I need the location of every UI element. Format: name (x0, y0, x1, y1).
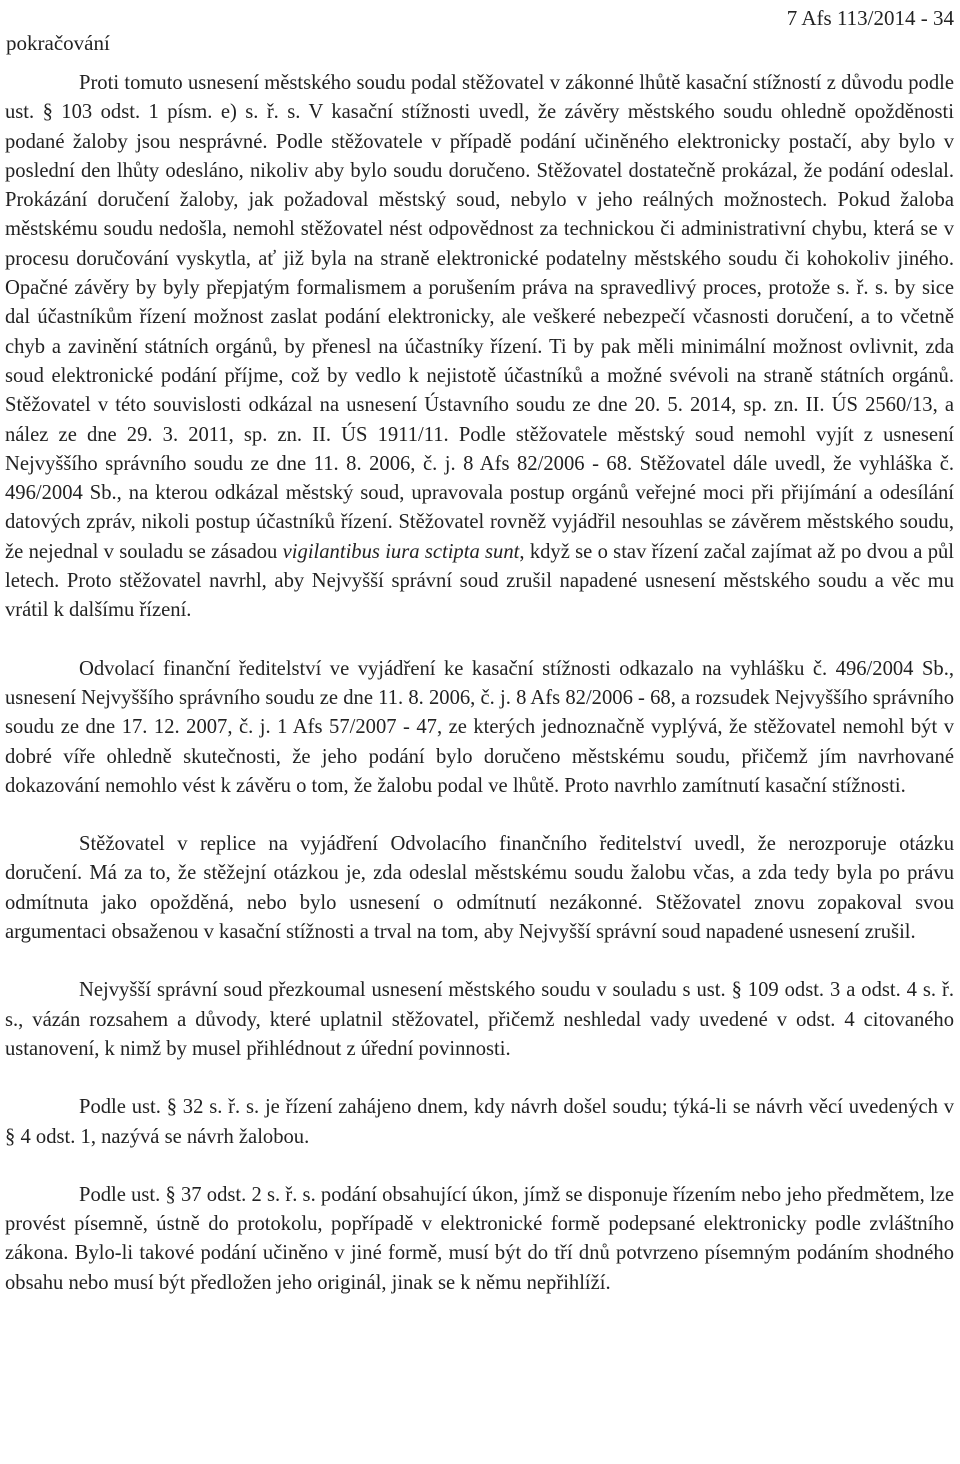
paragraph-section-37: Podle ust. § 37 odst. 2 s. ř. s. podání obsahující úkon, jímž se disponuje řízením nebo jeho předmětem, lze provést písemně, ústně do protokolu, popřípadě v elektronické formě podepsané elektronicky podle zvláštního zákona. Bylo-li takové podání učiněno v jiné formě, musí být do tří dnů potvrzeno písemným podáním shodného obsahu nebo musí být předložen jeho originál, jinak se k němu nepřihlíží. (5, 1183, 954, 1294)
document-body (5, 69, 954, 1327)
paragraph-cassation-complaint (5, 69, 954, 626)
paragraph-respondent-statement: Odvolací finanční ředitelství ve vyjádření ke kasační stížnosti odkazalo na vyhlášku č. 496/2004 Sb., usnesení Nejvyššího správního soudu ze dne 11. 8. 2006, č. j. 8 Afs 82/2006 - 68, a rozsudek Nejvyššího správního soudu ze dne 17. 12. 2007, č. j. 1 Afs 57/2007 - 47, ze kterých jednoznačně vyplývá, že stěžovatel nemohl být v dobré víře ohledně skutečnosti, že jeho podání bylo doručeno městskému soudu, přičemž jím navrhované dokazování nemohlo vést k závěru o tom, že žalobu podal ve lhůtě. Proto navrhlo zamítnutí kasační stížnosti. (5, 657, 954, 797)
continuation-label: pokračování (6, 31, 110, 55)
page-header (0, 0, 960, 60)
paragraph-text: Proti tomuto usnesení městského soudu podal stěžovatel v zákonné lhůtě kasační stížností z důvodu podle ust. § 103 odst. 1 písm. e) s. ř. s. V kasační stížnosti uvedl, že závěry městského soudu ohledně opožděnosti podané žaloby jsou nesprávné. Podle stěžovatele v případě podání učiněného elektronicky postačí, aby bylo v poslední den lhůty odesláno, nikoliv aby bylo soudu doručeno. Stěžovatel dostatečně prokázal, že podání odeslal. Prokázání doručení žaloby, jak požadoval městský soud, nebylo v jeho reálných možnostech. Pokud žaloba městskému soudu nedošla, nemohl stěžovatel nést odpovědnost za technickou či administrativní chybu, která se v procesu doručování vyskytla, ať již byla na straně elektronické podatelny městského soudu či kohokoliv jiného. Opačné závěry by byly přepjatým formalismem a porušením práva na spravedlivý proces, protože s. ř. s. by sice dal účastníkům řízení možnost zaslat podání elektronicky, ale veškeré nebezpečí včasnosti doručení, a to včetně chyb a zavinění státních orgánů, by přenesl na účastníky řízení. Ti by pak měli minimální možnost ovlivnit, zda soud elektronické podání příjme, což by vedlo k nejistotě účastníků a možné svévoli na straně státních orgánů. Stěžovatel v této souvislosti odkázal na usnesení Ústavního soudu ze dne 20. 5. 2014, sp. zn. II. ÚS 2560/13, a nález ze dne 29. 3. 2011, sp. zn. II. ÚS 1911/11. Podle stěžovatele městský soud nemohl vyjít z usnesení Nejvyššího správního soudu ze dne 11. 8. 2006, č. j. 8 Afs 82/2006 - 68. Stěžovatel dále uvedl, že vyhláška č. 496/2004 Sb., na kterou odkázal městský soud, upravovala postup orgánů veřejné moci při přijímání a odesílání datových zpráv, nikoli postup účastníků řízení. Stěžovatel rovněž vyjádřil nesouhlas se závěrem městského soudu, že nejednal v souladu se zásadou (5, 72, 954, 563)
latin-maxim: vigilantibus iura sctipta sunt (282, 540, 520, 563)
case-number: 7 Afs 113/2014 - 34 (786, 6, 954, 30)
paragraph-replica: Stěžovatel v replice na vyjádření Odvolacího finančního ředitelství uvedl, že nerozporuje otázku doručení. Má za to, že stěžejní otázkou je, zda odeslal městskému soudu žalobu včas, a zda tedy byla po právu odmítnuta jako opožděná, nebo bylo usnesení o odmítnutí nezákonné. Stěžovatel znovu zopakoval svou argumentaci obsaženou v kasační stížnosti a trval na tom, aby Nejvyšší správní soud napadené usnesení zrušil. (5, 833, 954, 944)
paragraph-court-review: Nejvyšší správní soud přezkoumal usnesení městského soudu v souladu s ust. § 109 odst. 3 a odst. 4 s. ř. s., vázán rozsahem a důvody, které uplatnil stěžovatel, přičemž neshledal vady uvedené v odst. 4 citovaného ustanovení, k nimž by musel přihlédnout z úřední povinnosti. (5, 979, 954, 1060)
paragraph-text: , když se o stav řízení začal zajímat až po dvou a půl letech. Proto stěžovatel navrhl, aby Nejvyšší správní soud zrušil napadené usnesení městského soudu a věc mu vrátil k dalšímu řízení. (5, 540, 955, 622)
paragraph-section-32: Podle ust. § 32 s. ř. s. je řízení zahájeno dnem, kdy návrh došel soudu; týká-li se návrh věcí uvedených v § 4 odst. 1, nazývá se návrh žalobou. (5, 1096, 954, 1148)
